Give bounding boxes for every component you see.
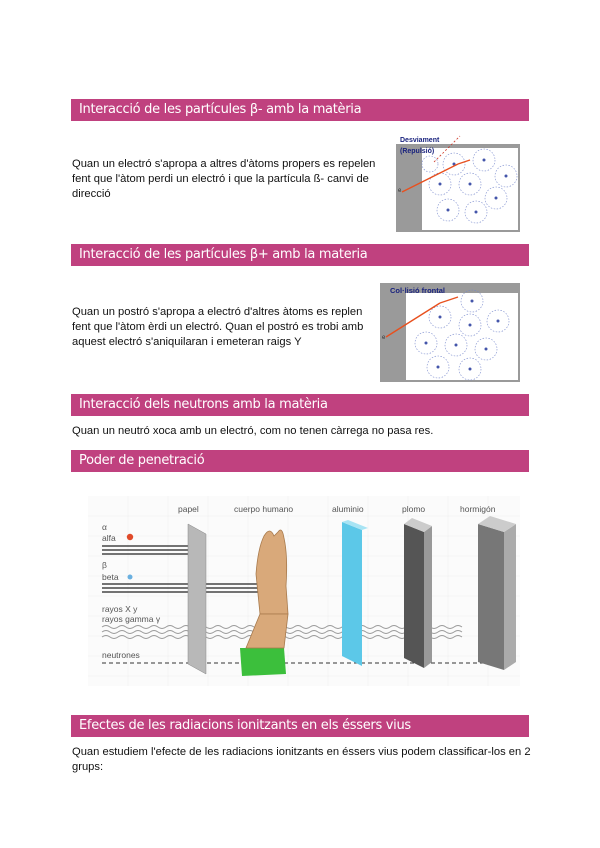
figure-beta-minus-deflection	[396, 134, 520, 232]
beta-particle-icon	[128, 575, 133, 580]
section-heading-biological-effects: Efectes de les radiacions ionitzants en els éssers vius	[71, 715, 529, 737]
section-heading-penetration: Poder de penetració	[71, 450, 529, 472]
text-line: aquest electró s'aniquilaran i emeteran raigs Y	[72, 336, 302, 348]
section-heading-beta-minus: Interacció de les partícules β- amb la matèria	[71, 99, 529, 121]
radiation-symbol-alpha: α	[102, 522, 107, 532]
section-text-biological-effects	[72, 745, 531, 775]
text-line: direcció	[72, 188, 111, 200]
text-line: fent que l'àtom èrdi un electró. Quan el postró es trobi amb	[72, 321, 364, 333]
radiation-label-gamma: rayos gamma γ	[102, 614, 161, 624]
text-line: Quan un electró s'apropa a altres d'àtoms propers es repelen	[72, 158, 376, 170]
section-heading-neutrons: Interacció dels neutrons amb la matèria	[71, 394, 529, 416]
figure-label: (Repulsió)	[400, 148, 435, 155]
paper-sheet	[188, 524, 206, 674]
radiation-label-beta: beta	[102, 572, 119, 582]
concrete-block	[478, 524, 504, 670]
figure-beta-plus-collision	[380, 283, 520, 382]
material-label-concrete: hormigón	[460, 504, 496, 514]
text-line: Quan un postró s'apropa a electró d'altres àtoms es replen	[72, 306, 363, 318]
particle-label: e	[398, 188, 402, 194]
text-line: grups:	[72, 761, 104, 773]
material-label-aluminum: aluminio	[332, 504, 364, 514]
text-line: Quan estudiem l'efecte de les radiacions ionitzants en éssers vius podem classificar-los en 2	[72, 746, 531, 758]
material-label-human-body: cuerpo humano	[234, 504, 294, 514]
aluminum-sheet	[342, 522, 362, 666]
radiation-label-neutrons: neutrones	[102, 650, 140, 660]
section-heading-beta-plus: Interacció de les partícules β+ amb la materia	[71, 244, 529, 266]
figure-penetration-power	[88, 496, 520, 686]
radiation-symbol-beta: β	[102, 560, 107, 570]
particle-label: e	[382, 335, 386, 341]
lead-block	[404, 524, 424, 668]
section-text-beta-plus	[72, 305, 363, 350]
text-line: Quan un neutró xoca amb un electró, com no tenen càrrega no pasa res.	[72, 425, 434, 437]
alpha-particle-icon	[127, 534, 133, 540]
radiation-label-xrays: rayos X y	[102, 604, 138, 614]
figure-label: Col·lisió frontal	[390, 286, 445, 295]
section-text-neutrons	[72, 424, 433, 439]
radiation-label-alpha: alfa	[102, 533, 116, 543]
figure-label: Desviament	[400, 137, 440, 144]
section-text-beta-minus	[72, 157, 375, 202]
text-line: fent que l'àtom perdi un electró i que la partícula ß- canvi de	[72, 173, 369, 185]
material-label-paper: papel	[178, 504, 199, 514]
material-label-lead: plomo	[402, 504, 426, 514]
